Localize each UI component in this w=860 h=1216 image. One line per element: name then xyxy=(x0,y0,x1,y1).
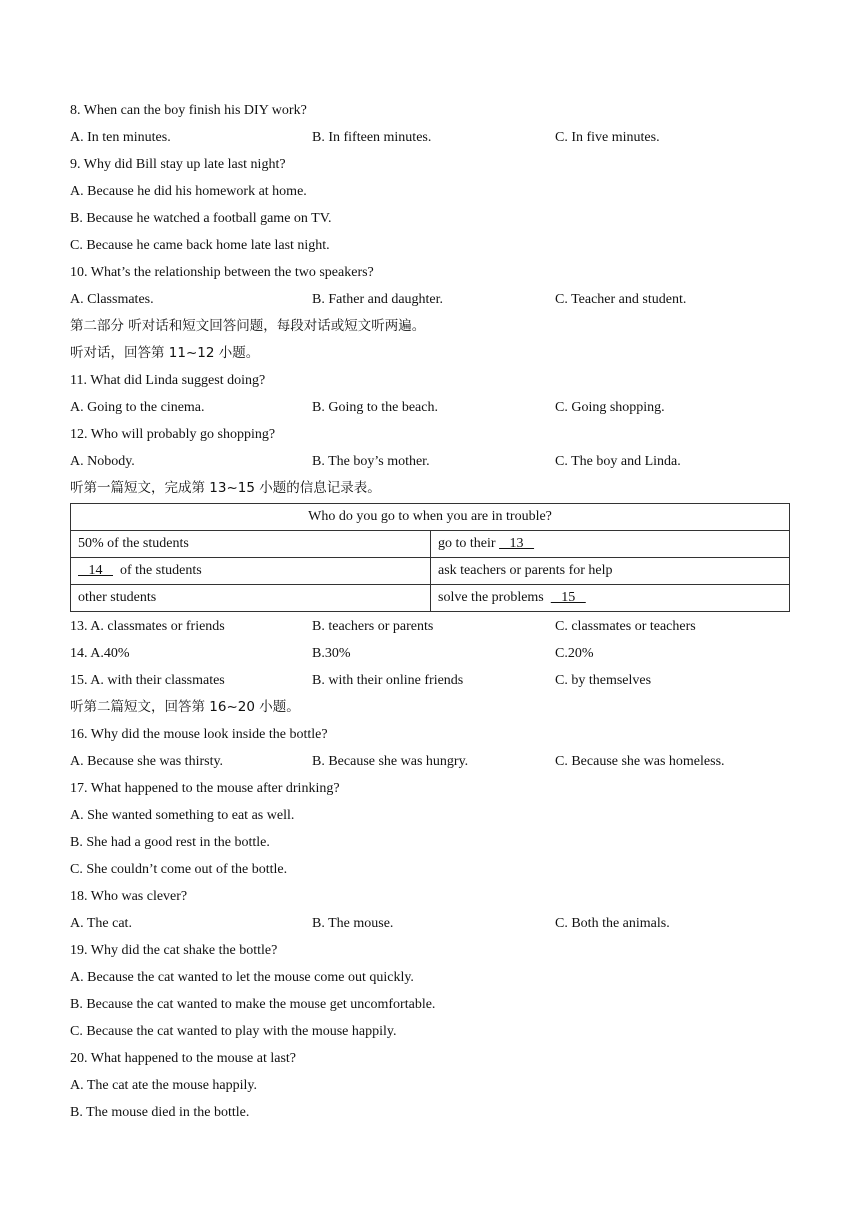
option-20a: A. The cat ate the mouse happily. xyxy=(70,1078,257,1093)
option-15a: 15. A. with their classmates xyxy=(70,673,225,688)
options-15 xyxy=(70,667,790,694)
option-9a: A. Because he did his homework at home. xyxy=(70,184,307,199)
option-10c: C. Teacher and student. xyxy=(555,292,687,307)
option-9b: B. Because he watched a football game on TV. xyxy=(70,211,332,226)
question-10: 10. What’s the relationship between the two speakers? xyxy=(70,265,374,280)
option-12a: A. Nobody. xyxy=(70,454,135,469)
option-18c: C. Both the animals. xyxy=(555,916,670,931)
options-18 xyxy=(70,910,790,937)
option-11b: B. Going to the beach. xyxy=(312,400,438,415)
table-title: Who do you go to when you are in trouble? xyxy=(71,504,790,531)
exam-page xyxy=(70,97,790,1126)
option-11a: A. Going to the cinema. xyxy=(70,400,205,415)
cell-text: go to their xyxy=(438,536,500,551)
option-13c: C. classmates or teachers xyxy=(555,619,696,634)
option-13b: B. teachers or parents xyxy=(312,619,434,634)
question-17: 17. What happened to the mouse after drinking? xyxy=(70,781,340,796)
dialogue-instruction: 听对话，回答第 11~12 小题。 xyxy=(70,345,260,361)
option-13a: 13. A. classmates or friends xyxy=(70,619,225,634)
table-row xyxy=(71,585,790,612)
question-8: 8. When can the boy finish his DIY work? xyxy=(70,103,307,118)
question-16: 16. Why did the mouse look inside the bottle? xyxy=(70,727,328,742)
table-row xyxy=(71,531,790,558)
option-14b: B.30% xyxy=(312,646,351,661)
option-10a: A. Classmates. xyxy=(70,292,154,307)
question-12: 12. Who will probably go shopping? xyxy=(70,427,276,442)
option-8b: B. In fifteen minutes. xyxy=(312,130,432,145)
option-12b: B. The boy’s mother. xyxy=(312,454,430,469)
option-18a: A. The cat. xyxy=(70,916,132,931)
option-16c: C. Because she was homeless. xyxy=(555,754,725,769)
blank-13: 13 xyxy=(499,536,535,551)
option-19c: C. Because the cat wanted to play with the mouse happily. xyxy=(70,1024,397,1039)
question-19: 19. Why did the cat shake the bottle? xyxy=(70,943,278,958)
cell-text: solve the problems xyxy=(438,590,551,605)
option-16a: A. Because she was thirsty. xyxy=(70,754,224,769)
table-cell: ask teachers or parents for help xyxy=(431,558,790,585)
option-15b: B. with their online friends xyxy=(312,673,464,688)
option-9c: C. Because he came back home late last night. xyxy=(70,238,330,253)
option-8c: C. In five minutes. xyxy=(555,130,660,145)
question-9: 9. Why did Bill stay up late last night? xyxy=(70,157,286,172)
option-19b: B. Because the cat wanted to make the mouse get uncomfortable. xyxy=(70,997,436,1012)
option-16b: B. Because she was hungry. xyxy=(312,754,469,769)
option-8a: A. In ten minutes. xyxy=(70,130,171,145)
table-cell: 50% of the students xyxy=(71,531,431,558)
options-11 xyxy=(70,394,790,421)
option-18b: B. The mouse. xyxy=(312,916,394,931)
info-record-table xyxy=(70,503,790,612)
options-14 xyxy=(70,640,790,667)
passage1-instruction: 听第一篇短文，完成第 13~15 小题的信息记录表。 xyxy=(70,480,381,496)
option-14c: C.20% xyxy=(555,646,594,661)
question-20: 20. What happened to the mouse at last? xyxy=(70,1051,297,1066)
table-cell: other students xyxy=(71,585,431,612)
blank-14: 14 xyxy=(78,563,113,578)
cell-text: of the students xyxy=(113,563,202,578)
table-cell xyxy=(71,558,431,585)
options-8 xyxy=(70,124,790,151)
options-10 xyxy=(70,286,790,313)
option-14a: 14. A.40% xyxy=(70,646,130,661)
option-17c: C. She couldn’t come out of the bottle. xyxy=(70,862,288,877)
option-20b: B. The mouse died in the bottle. xyxy=(70,1105,250,1120)
options-16 xyxy=(70,748,790,775)
blank-15: 15 xyxy=(550,590,586,605)
part2-heading: 第二部分 听对话和短文回答问题，每段对话或短文听两遍。 xyxy=(70,318,426,334)
option-15c: C. by themselves xyxy=(555,673,652,688)
table-row xyxy=(71,504,790,531)
table-row xyxy=(71,558,790,585)
option-17a: A. She wanted something to eat as well. xyxy=(70,808,295,823)
option-12c: C. The boy and Linda. xyxy=(555,454,681,469)
option-17b: B. She had a good rest in the bottle. xyxy=(70,835,270,850)
option-11c: C. Going shopping. xyxy=(555,400,665,415)
options-12 xyxy=(70,448,790,475)
question-11: 11. What did Linda suggest doing? xyxy=(70,373,266,388)
option-19a: A. Because the cat wanted to let the mouse come out quickly. xyxy=(70,970,414,985)
question-18: 18. Who was clever? xyxy=(70,889,188,904)
passage2-instruction: 听第二篇短文，回答第 16~20 小题。 xyxy=(70,699,300,715)
table-cell xyxy=(431,585,790,612)
option-10b: B. Father and daughter. xyxy=(312,292,444,307)
table-cell xyxy=(431,531,790,558)
options-13 xyxy=(70,613,790,640)
